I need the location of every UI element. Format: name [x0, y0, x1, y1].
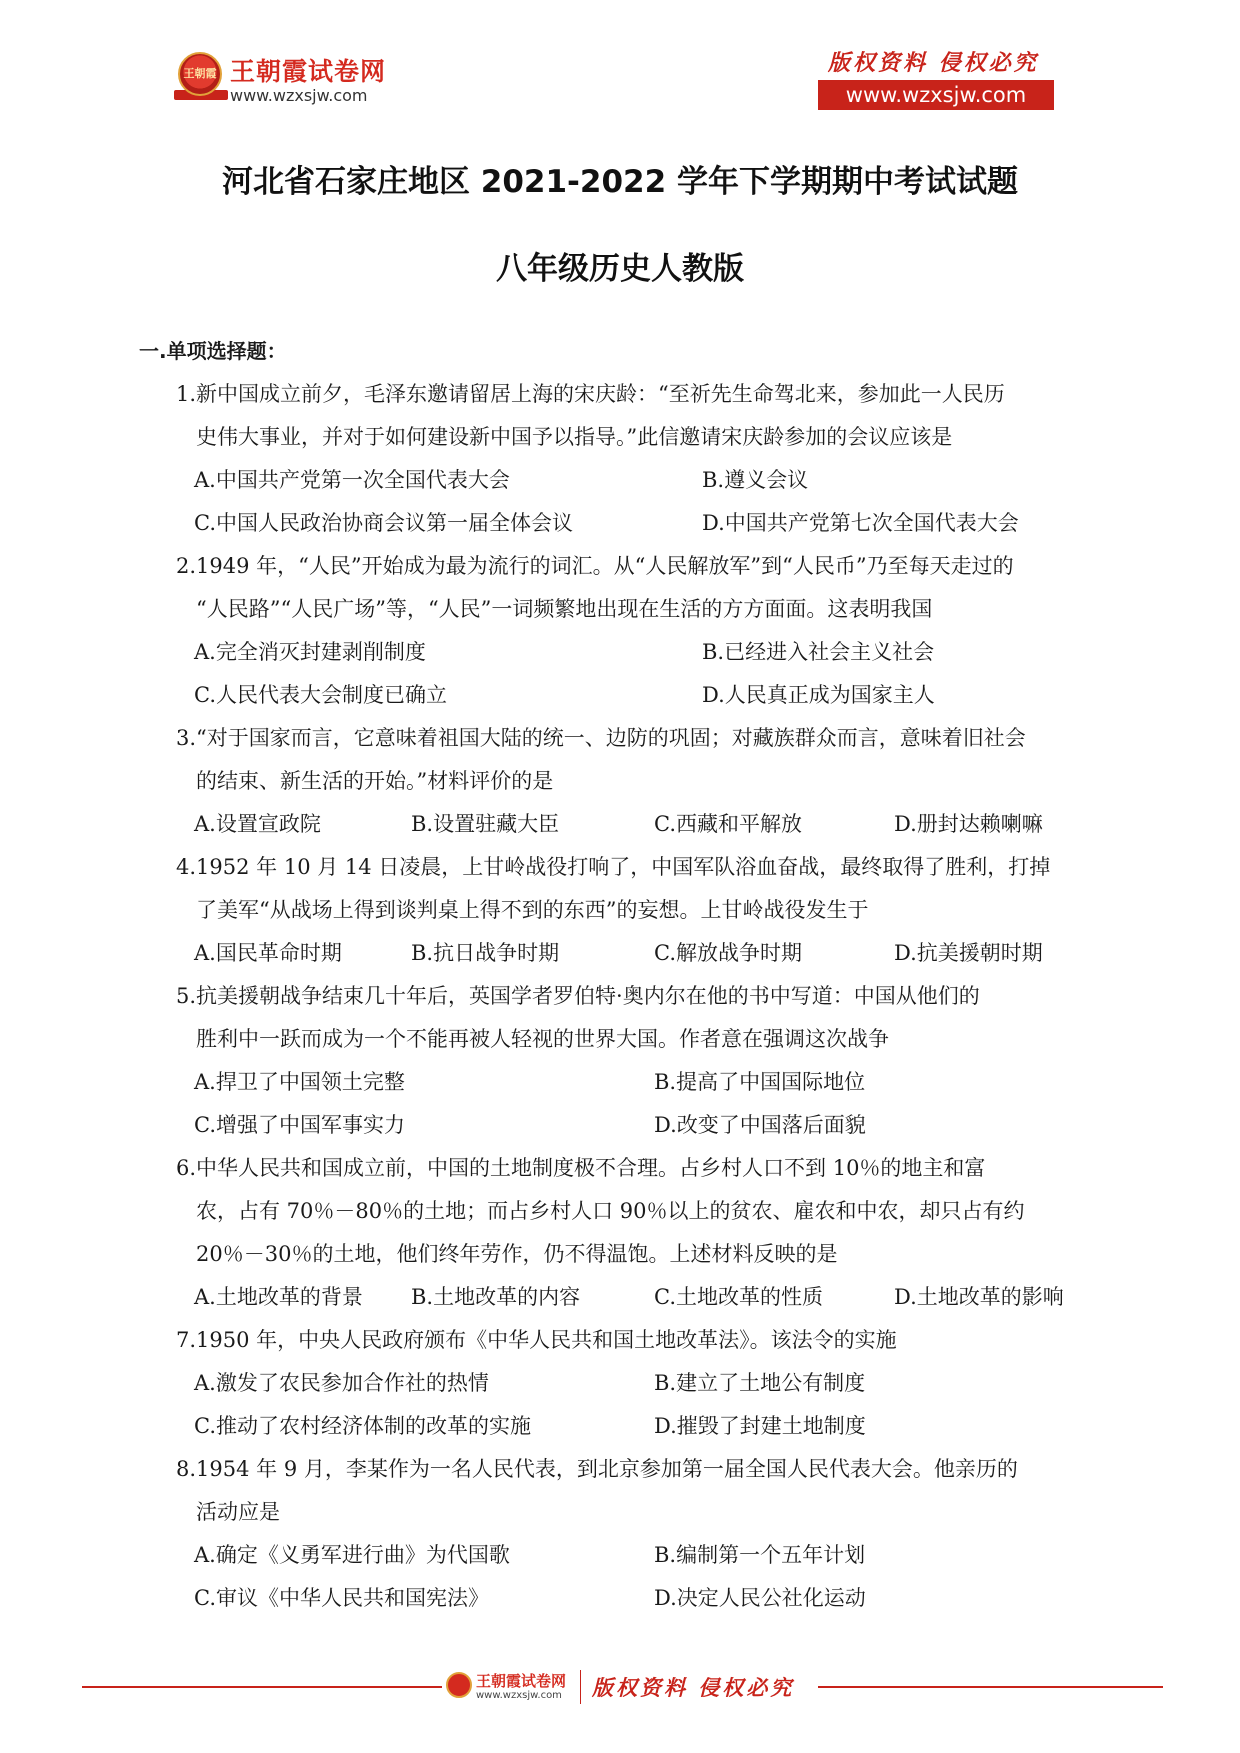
- question-item: [0, 975, 1240, 1147]
- section-heading: 一.单项选择题：: [139, 339, 287, 363]
- option-row: [0, 631, 1240, 674]
- question-list: [0, 373, 1240, 1620]
- footer-logo-seal-icon: [446, 1672, 472, 1698]
- option-c: C.解放战争时期: [654, 941, 802, 965]
- option-b: B.设置驻藏大臣: [411, 812, 560, 836]
- footer-rule-left: [82, 1686, 442, 1688]
- option-d: D.抗美援朝时期: [894, 941, 1043, 965]
- option-c: C.西藏和平解放: [654, 812, 802, 836]
- question-stem-line: 1.新中国成立前夕，毛泽东邀请留居上海的宋庆龄：“至祈先生命驾北来，参加此一人民历: [176, 382, 1005, 406]
- question-item: [0, 1448, 1240, 1620]
- copyright-notice: 版权资料 侵权必究: [828, 50, 1039, 76]
- option-row: [0, 674, 1240, 717]
- question-stem-line: 4.1952 年 10 月 14 日凌晨，上甘岭战役打响了，中国军队浴血奋战，最终取得了胜利，打掉: [176, 855, 1051, 879]
- option-row: [0, 459, 1240, 502]
- option-a: A.设置宣政院: [194, 812, 321, 836]
- option-b: B.提高了中国国际地位: [654, 1070, 866, 1094]
- option-b: B.遵义会议: [702, 468, 809, 492]
- question-stem-line: 3.“对于国家而言，它意味着祖国大陆的统一、边防的巩固；对藏族群众而言，意味着旧社会: [176, 726, 1026, 750]
- question-stem-line: 活动应是: [196, 1500, 280, 1524]
- question-stem-line: “人民路”“人民广场”等，“人民”一词频繁地出现在生活的方方面面。这表明我国: [196, 597, 933, 621]
- option-c: C.增强了中国军事实力: [194, 1113, 405, 1137]
- option-a: A.捍卫了中国领土完整: [194, 1070, 405, 1094]
- footer-rule-right: [818, 1686, 1163, 1688]
- question-stem-line: 2.1949 年，“人民”开始成为最为流行的词汇。从“人民解放军”到“人民币”乃至每天走过的: [176, 554, 1014, 578]
- site-logo: [178, 50, 408, 112]
- option-row: [0, 803, 1240, 846]
- option-c: C.中国人民政治协商会议第一届全体会议: [194, 511, 573, 535]
- option-c: C.人民代表大会制度已确立: [194, 683, 447, 707]
- document-title: 河北省石家庄地区 2021-2022 学年下学期期中考试试题: [221, 164, 1018, 200]
- option-b: B.编制第一个五年计划: [654, 1543, 866, 1567]
- question-stem-line: 了美军“从战场上得到谈判桌上得不到的东西”的妄想。上甘岭战役发生于: [196, 898, 869, 922]
- option-b: B.土地改革的内容: [411, 1285, 581, 1309]
- question-item: [0, 373, 1240, 545]
- option-row: [0, 1104, 1240, 1147]
- option-a: A.激发了农民参加合作社的热情: [194, 1371, 489, 1395]
- option-row: [0, 1577, 1240, 1620]
- question-stem-line: 的结束、新生活的开始。”材料评价的是: [196, 769, 554, 793]
- question-stem-line: 20％－30％的土地，他们终年劳作，仍不得温饱。上述材料反映的是: [196, 1242, 838, 1266]
- option-d: D.土地改革的影响: [894, 1285, 1064, 1309]
- option-a: A.国民革命时期: [194, 941, 342, 965]
- option-c: C.土地改革的性质: [654, 1285, 823, 1309]
- option-a: A.中国共产党第一次全国代表大会: [194, 468, 510, 492]
- option-d: D.决定人民公社化运动: [654, 1586, 866, 1610]
- brand-name: 王朝霞试卷网: [230, 57, 387, 86]
- footer-url: www.wzxsjw.com: [476, 1690, 562, 1701]
- option-a: A.土地改革的背景: [194, 1285, 363, 1309]
- option-b: B.已经进入社会主义社会: [702, 640, 935, 664]
- question-item: [0, 1319, 1240, 1448]
- option-row: [0, 1276, 1240, 1319]
- option-d: D.人民真正成为国家主人: [702, 683, 935, 707]
- option-b: B.抗日战争时期: [411, 941, 560, 965]
- question-stem-line: 胜利中一跃而成为一个不能再被人轻视的世界大国。作者意在强调这次战争: [196, 1027, 889, 1051]
- question-item: [0, 717, 1240, 846]
- option-row: [0, 1061, 1240, 1104]
- option-c: C.审议《中华人民共和国宪法》: [194, 1586, 489, 1610]
- footer-divider: [580, 1670, 581, 1704]
- option-d: D.册封达赖喇嘛: [894, 812, 1043, 836]
- option-d: D.中国共产党第七次全国代表大会: [702, 511, 1019, 535]
- question-item: [0, 846, 1240, 975]
- option-row: [0, 1534, 1240, 1577]
- option-row: [0, 1405, 1240, 1448]
- question-item: [0, 1147, 1240, 1319]
- option-a: A.确定《义勇军进行曲》为代国歌: [194, 1543, 510, 1567]
- copyright-block: [818, 46, 1058, 112]
- option-row: [0, 932, 1240, 975]
- question-stem-line: 8.1954 年 9 月，李某作为一名人民代表，到北京参加第一届全国人民代表大会。他亲历的: [176, 1457, 1018, 1481]
- option-row: [0, 1362, 1240, 1405]
- question-stem-line: 史伟大事业，并对于如何建设新中国予以指导。”此信邀请宋庆龄参加的会议应该是: [196, 425, 953, 449]
- question-stem-line: 6.中华人民共和国成立前，中国的土地制度极不合理。占乡村人口不到 10％的地主和富: [176, 1156, 986, 1180]
- option-c: C.推动了农村经济体制的改革的实施: [194, 1414, 531, 1438]
- footer-copyright: 版权资料 侵权必究: [592, 1675, 795, 1700]
- copyright-url-badge: www.wzxsjw.com: [818, 80, 1054, 110]
- brand-url: www.wzxsjw.com: [230, 86, 368, 105]
- question-stem-line: 农，占有 70％－80％的土地；而占乡村人口 90％以上的贫农、雇农和中农，却只占有约: [196, 1199, 1025, 1223]
- option-a: A.完全消灭封建剥削制度: [194, 640, 426, 664]
- option-b: B.建立了土地公有制度: [654, 1371, 866, 1395]
- question-stem-line: 7.1950 年，中央人民政府颁布《中华人民共和国土地改革法》。该法令的实施: [176, 1328, 897, 1352]
- question-item: [0, 545, 1240, 717]
- question-stem-line: 5.抗美援朝战争结束几十年后，英国学者罗伯特·奥内尔在他的书中写道：中国从他们的: [176, 984, 980, 1008]
- option-d: D.摧毁了封建土地制度: [654, 1414, 866, 1438]
- document-subtitle: 八年级历史人教版: [496, 251, 744, 287]
- option-row: [0, 502, 1240, 545]
- logo-seal-icon: 王朝霞: [178, 52, 222, 96]
- footer-brand: 王朝霞试卷网: [476, 1672, 567, 1690]
- option-d: D.改变了中国落后面貌: [654, 1113, 866, 1137]
